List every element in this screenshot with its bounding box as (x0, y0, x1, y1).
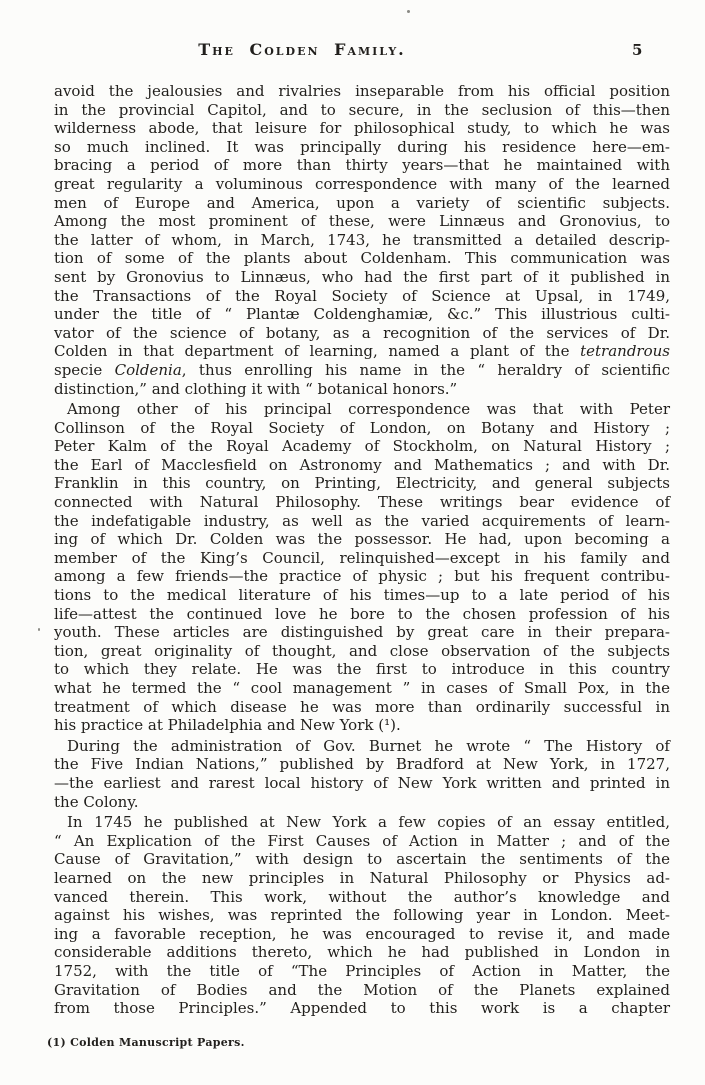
text-line: the Transactions of the Royal Society of Science at Upsal, in 1749, (54, 286, 670, 305)
text-line: 1752, with the title of “The Principles of Action in Matter, the (54, 961, 670, 980)
text-line: Collinson of the Royal Society of London, on Botany and History ; (54, 418, 670, 437)
text-line: from those Principles.” Appended to this work is a chapter (54, 999, 670, 1018)
text-line: among a few friends—the practice of physic ; but his frequent contribu- (54, 567, 670, 586)
text-line: wilderness abode, that leisure for philosophical study, to which he was (54, 119, 670, 138)
text-line: considerable additions thereto, which he had published in London in (54, 943, 670, 962)
text-line: the indefatigable industry, as well as the varied acquirements of learn- (54, 511, 670, 530)
text-line: Peter Kalm of the Royal Academy of Stockholm, on Natural History ; (54, 437, 670, 456)
text-line: men of Europe and America, upon a variety of scientific subjects. (54, 193, 670, 212)
text-line: so much inclined. It was principally during his residence here—em- (54, 137, 670, 156)
scan-speck (407, 10, 410, 13)
body-text (54, 82, 670, 1018)
text-line: specie Coldenia, thus enrolling his name in the “ heraldry of scientific (54, 360, 670, 379)
text-line: tion, great originality of thought, and close observation of the subjects (54, 641, 670, 660)
text-line: member of the King’s Council, relinquished—except in his family and (54, 548, 670, 567)
text-line: bracing a period of more than thirty years—that he maintained with (54, 156, 670, 175)
running-header (0, 40, 705, 62)
text-line: learned on the new principles in Natural Philosophy or Physics ad- (54, 868, 670, 887)
text-line: in the provincial Capitol, and to secure, in the seclusion of this—then (54, 100, 670, 119)
text-line: against his wishes, was reprinted the following year in London. Meet- (54, 906, 670, 925)
text-line: tion of some of the plants about Coldenham. This communication was (54, 249, 670, 268)
text-line: —the earliest and rarest local history of New York written and printed in (54, 773, 670, 792)
text-line: youth. These articles are distinguished by great care in their prepara- (54, 623, 670, 642)
text-line: Among other of his principal correspondence was that with Peter (67, 400, 670, 419)
text-line: During the administration of Gov. Burnet he wrote “ The History of (67, 736, 670, 755)
paragraph (54, 813, 670, 1018)
text-line: life—attest the continued love he bore to the chosen profession of his (54, 604, 670, 623)
text-line: In 1745 he published at New York a few copies of an essay entitled, (67, 813, 670, 832)
text-line: the Colony. (54, 792, 139, 811)
paragraph (54, 737, 670, 811)
text-line: ing a favorable reception, he was encouraged to revise it, and made (54, 924, 670, 943)
text-line: Among the most prominent of these, were Linnæus and Gronovius, to (54, 212, 670, 231)
text-line: great regularity a voluminous correspondence with many of the learned (54, 174, 670, 193)
text-line: what he termed the “ cool management ” in cases of Small Pox, in the (54, 679, 670, 697)
text-line: the Earl of Macclesfield on Astronomy and Mathematics ; and with Dr. (54, 455, 670, 474)
text-line: connected with Natural Philosophy. These writings bear evidence of (54, 493, 670, 512)
text-line: Cause of Gravitation,” with design to ascertain the sentiments of the (54, 850, 670, 869)
text-line: treatment of which disease he was more than ordinarily successful in (54, 697, 670, 716)
text-line: distinction,” and clothing it with “ botanical honors.” (54, 379, 458, 398)
footnote: (1) Colden Manuscript Papers. (47, 1036, 245, 1049)
text-line: vanced therein. This work, without the author’s knowledge and (54, 887, 670, 906)
scan-speck (38, 628, 40, 631)
text-line: vator of the science of botany, as a recognition of the services of Dr. (54, 323, 670, 342)
text-line: “ An Explication of the First Causes of Action in Matter ; and of the (54, 831, 670, 850)
page-title: The Colden Family. (198, 40, 406, 59)
page-number: 5 (632, 41, 643, 59)
text-line: Gravitation of Bodies and the Motion of the Planets explained (54, 980, 670, 999)
text-line: the Five Indian Nations,” published by Bradford at New York, in 1727, (54, 755, 670, 774)
text-line: avoid the jealousies and rivalries inseparable from his official position (54, 82, 670, 100)
text-line: tions to the medical literature of his times—up to a late period of his (54, 586, 670, 605)
text-line: his practice at Philadelphia and New York (¹). (54, 716, 401, 735)
text-line: Colden in that department of learning, named a plant of the tetrandrous (54, 342, 670, 361)
text-line: ing of which Dr. Colden was the possessor. He had, upon becoming a (54, 530, 670, 549)
paragraph (54, 82, 670, 398)
text-line: the latter of whom, in March, 1743, he transmitted a detailed descrip- (54, 230, 670, 249)
text-line: sent by Gronovius to Linnæus, who had the first part of it published in (54, 267, 670, 286)
paragraph (54, 400, 670, 735)
text-line: under the title of “ Plantæ Coldenghamiæ, &c.” This illustrious culti- (54, 305, 670, 324)
text-line: Franklin in this country, on Printing, Electricity, and general subjects (54, 474, 670, 493)
text-line: to which they relate. He was the first to introduce in this country (54, 660, 670, 679)
